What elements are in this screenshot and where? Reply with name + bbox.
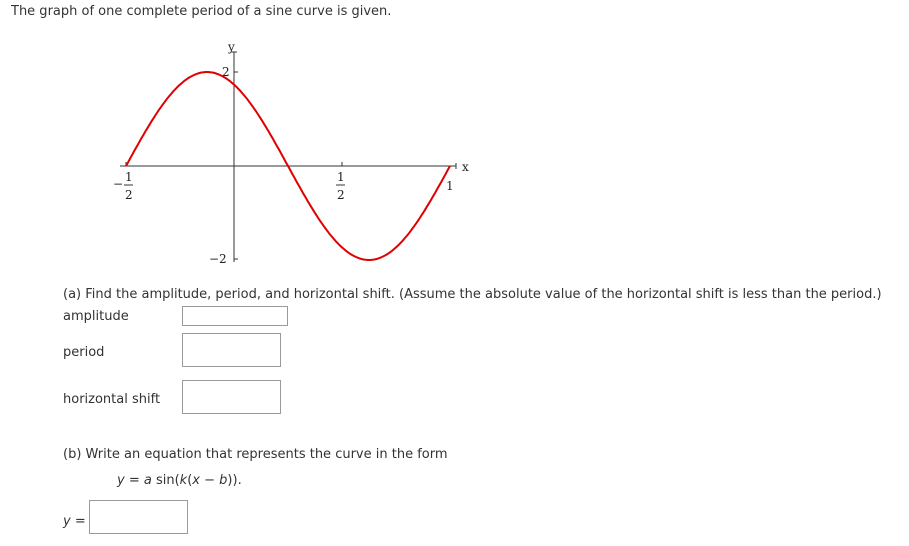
period-label: period: [63, 345, 105, 360]
x-axis-label: x: [462, 160, 469, 174]
form-x: x: [192, 473, 200, 488]
form-minus: −: [199, 473, 220, 488]
period-input[interactable]: [182, 333, 281, 367]
form-k: k: [179, 473, 188, 488]
form-close: )).: [227, 473, 242, 488]
amplitude-input[interactable]: [182, 306, 288, 326]
answer-label-eq: =: [70, 514, 86, 529]
x-tick-left-numerator: 1: [125, 170, 133, 184]
problem-intro: The graph of one complete period of a sine curve is given.: [11, 4, 392, 19]
form-equals: =: [124, 473, 144, 488]
part-b-question: (b) Write an equation that represents the curve in the form: [63, 447, 448, 462]
form-b: b: [219, 473, 228, 488]
form-a: a: [143, 473, 152, 488]
answer-label-y: y: [63, 514, 71, 529]
form-sin: sin(: [151, 473, 180, 488]
equation-form: [117, 473, 242, 488]
answer-label: [63, 514, 86, 529]
horizontal-shift-input[interactable]: [182, 380, 281, 414]
equation-input[interactable]: [89, 500, 188, 534]
x-tick-label-right: 1: [446, 179, 454, 193]
x-tick-mid-numerator: 1: [337, 170, 345, 184]
form-paren: (: [187, 473, 193, 488]
y-axis-label: y: [228, 40, 235, 54]
x-tick-left-sign: −: [113, 177, 124, 191]
x-tick-left-denominator: 2: [125, 188, 133, 202]
part-a-question: (a) Find the amplitude, period, and horizontal shift. (Assume the absolute value of the horizontal shift is less than the period.): [63, 287, 882, 302]
y-tick-label-bottom: −2: [209, 252, 227, 266]
amplitude-label: amplitude: [63, 309, 129, 324]
horizontal-shift-label: horizontal shift: [63, 392, 161, 407]
x-tick-mid-denominator: 2: [337, 188, 345, 202]
y-tick-label-top: 2: [222, 65, 230, 79]
form-y: y: [117, 473, 125, 488]
